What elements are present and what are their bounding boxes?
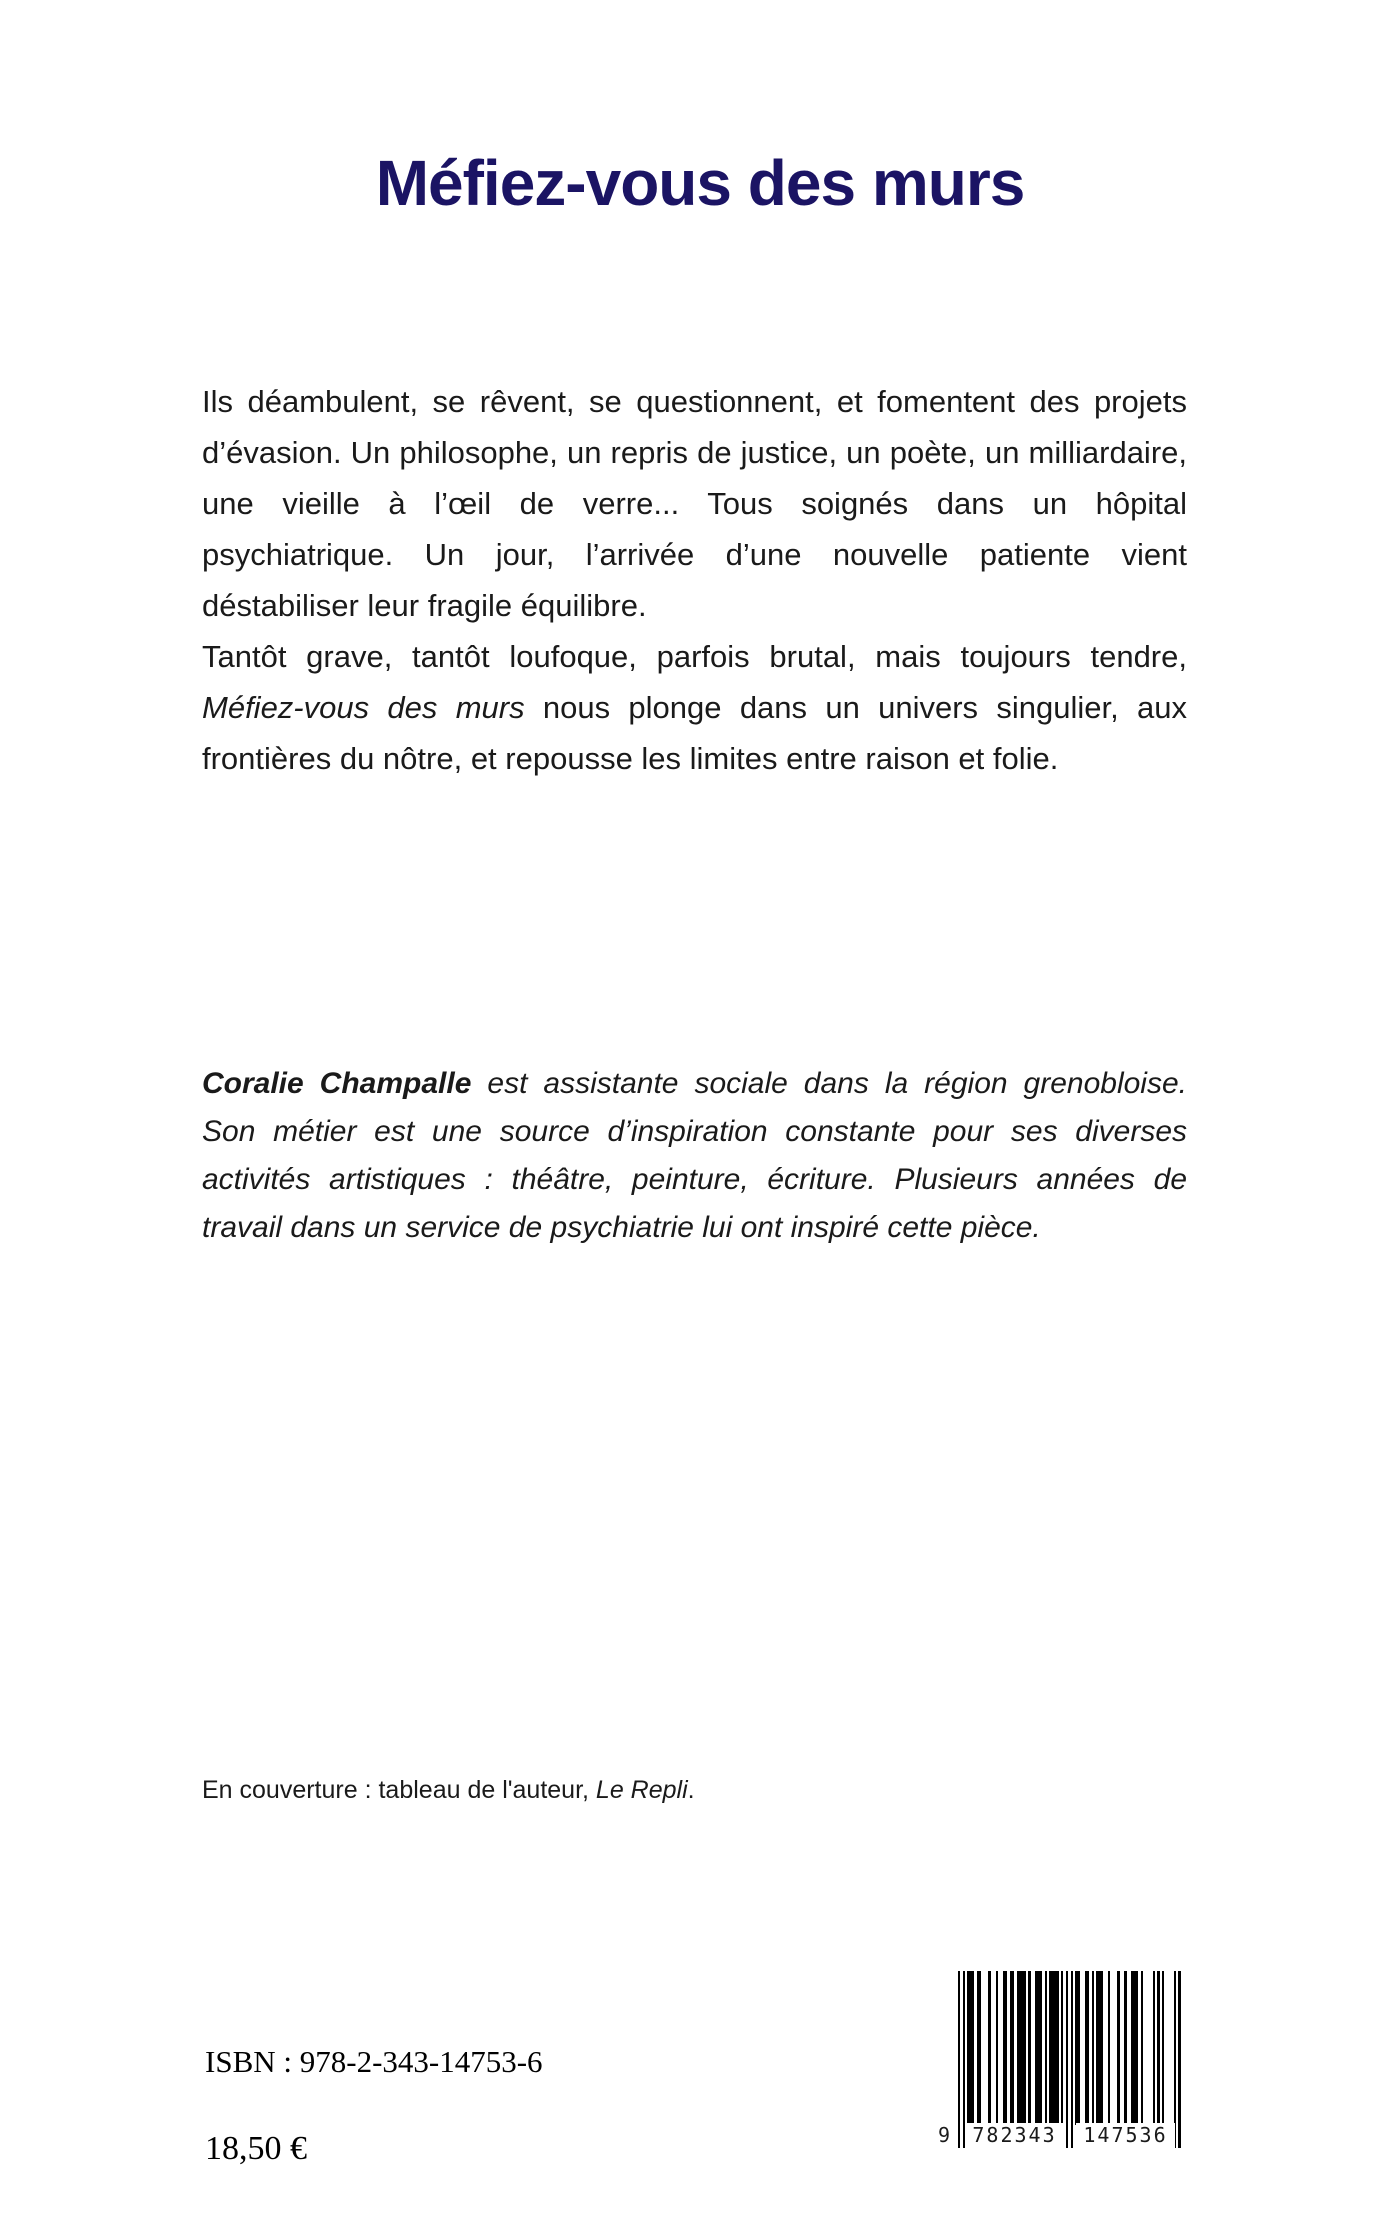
barcode-group-2: 147536: [1076, 2123, 1175, 2148]
cover-note: [202, 1776, 695, 1805]
cover-note-text: En couverture : tableau de l'auteur,: [202, 1776, 596, 1804]
synopsis-paragraph-2: [202, 631, 1187, 784]
price-text: 18,50 €: [205, 2130, 307, 2167]
isbn-text: ISBN : 978-2-343-14753-6: [205, 2044, 543, 2079]
barcode-module: [1178, 1971, 1180, 2148]
barcode: [938, 1971, 1190, 2173]
synopsis-p2-text-after: nous plonge dans un univers singulier, aux frontières du nôtre, et repousse les limites entre raison et folie.: [202, 690, 1187, 776]
author-bio: [202, 1060, 1187, 1252]
synopsis: [202, 376, 1187, 784]
synopsis-book-title-ref: Méfiez-vous des murs: [202, 690, 525, 725]
synopsis-p2-text-before: Tantôt grave, tantôt loufoque, parfois brutal, mais toujours tendre,: [202, 639, 1187, 674]
book-title: Méfiez-vous des murs: [375, 147, 1025, 219]
author-name: Coralie Champalle: [202, 1067, 472, 1100]
author-bio-text: est assistante sociale dans la région grenobloise. Son métier est une source d’inspiration constante pour ses diverses activités artistiques : théâtre, peinture, écriture. Plusieurs années de travail dans un service de psychiatrie lui ont inspiré cette pièce.: [202, 1067, 1187, 1244]
barcode-group-1: 782343: [965, 2123, 1064, 2148]
barcode-first-digit: 9: [938, 2123, 951, 2147]
cover-artwork-title: Le Repli: [595, 1776, 688, 1804]
synopsis-paragraph-1: Ils déambulent, se rêvent, se questionnent, et fomentent des projets d’évasion. Un philosophe, un repris de justice, un poète, un milliardaire, une vieille à l’œil de verre... Tous soignés dans un hôpital psychiatrique. Un jour, l’arrivée d’une nouvelle patiente vient déstabiliser leur fragile équilibre.: [202, 384, 1187, 623]
barcode-bars: [958, 1971, 1181, 2148]
cover-note-period: .: [687, 1776, 695, 1804]
